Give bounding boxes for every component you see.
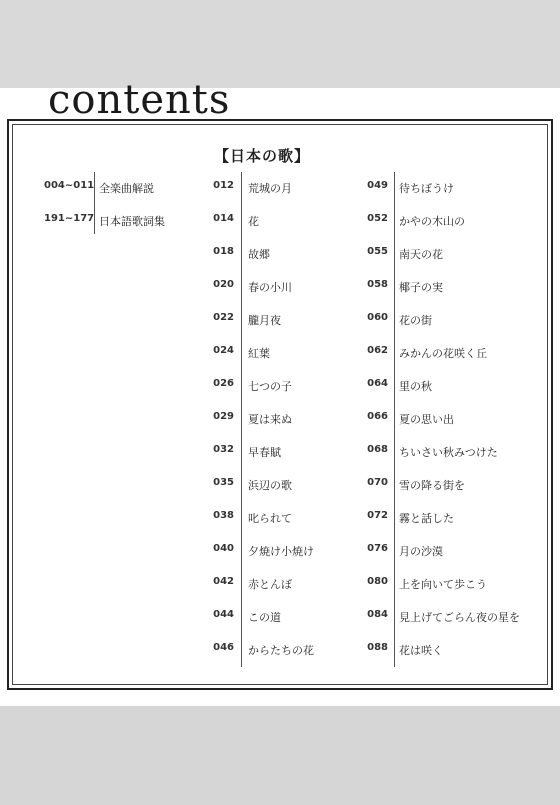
item-title: 荒城の月 [248, 182, 292, 195]
page-number: 044 [213, 609, 234, 620]
page-number: 018 [213, 246, 234, 257]
page-number: 064 [367, 378, 388, 389]
page-number: 084 [367, 609, 388, 620]
item-title: 椰子の実 [399, 281, 443, 294]
page-number: 042 [213, 576, 234, 587]
bottom-margin [0, 706, 560, 805]
page-number: 049 [367, 180, 388, 191]
page-number: 088 [367, 642, 388, 653]
page-number: 029 [213, 411, 234, 422]
item-title: 南天の花 [399, 248, 443, 261]
left-divider [94, 172, 95, 234]
page-number: 040 [213, 543, 234, 554]
page-number: 191~177 [44, 213, 95, 224]
item-title: かやの木山の [399, 215, 465, 228]
page-number: 070 [367, 477, 388, 488]
page-number: 020 [213, 279, 234, 290]
page-number: 004~011 [44, 180, 95, 191]
item-title: 待ちぼうけ [399, 182, 454, 195]
page-number: 068 [367, 444, 388, 455]
item-title: 里の秋 [399, 380, 432, 393]
page-number: 038 [213, 510, 234, 521]
item-title: からたちの花 [248, 644, 314, 657]
item-title: 夕焼け小焼け [248, 545, 314, 558]
item-title: 朧月夜 [248, 314, 281, 327]
page-number: 066 [367, 411, 388, 422]
page-number: 080 [367, 576, 388, 587]
page-number: 076 [367, 543, 388, 554]
item-title: 花の街 [399, 314, 432, 327]
page-number: 055 [367, 246, 388, 257]
item-title: 浜辺の歌 [248, 479, 292, 492]
item-title: この道 [248, 611, 281, 624]
page-number: 062 [367, 345, 388, 356]
item-title: 全楽曲解説 [99, 182, 154, 195]
item-title: 上を向いて歩こう [399, 578, 487, 591]
item-title: 花 [248, 215, 259, 228]
page-number: 058 [367, 279, 388, 290]
page-number: 072 [367, 510, 388, 521]
page-number: 046 [213, 642, 234, 653]
item-title: みかんの花咲く丘 [399, 347, 487, 360]
contents-inner-frame [12, 124, 548, 685]
item-title: 夏の思い出 [399, 413, 454, 426]
item-title: 紅葉 [248, 347, 270, 360]
page-number: 035 [213, 477, 234, 488]
item-title: ちいさい秋みつけた [399, 446, 498, 459]
col2-divider [394, 172, 395, 667]
page-number: 032 [213, 444, 234, 455]
page-number: 060 [367, 312, 388, 323]
item-title: 叱られて [248, 512, 292, 525]
col1-divider [241, 172, 242, 667]
item-title: 見上げてごらん夜の星を [399, 611, 520, 624]
page-number: 022 [213, 312, 234, 323]
item-title: 赤とんぼ [248, 578, 292, 591]
section-title: 【日本の歌】 [214, 147, 311, 165]
page-number: 052 [367, 213, 388, 224]
item-title: 早春賦 [248, 446, 281, 459]
page-number: 012 [213, 180, 234, 191]
item-title: 故郷 [248, 248, 270, 261]
item-title: 雪の降る街を [399, 479, 465, 492]
page-heading: contents [48, 77, 231, 123]
top-margin [0, 0, 560, 88]
item-title: 霧と話した [399, 512, 454, 525]
item-title: 日本語歌詞集 [99, 215, 165, 228]
item-title: 花は咲く [399, 644, 443, 657]
item-title: 月の沙漠 [399, 545, 443, 558]
item-title: 七つの子 [248, 380, 292, 393]
item-title: 夏は来ぬ [248, 413, 292, 426]
page-number: 024 [213, 345, 234, 356]
page-number: 014 [213, 213, 234, 224]
page-number: 026 [213, 378, 234, 389]
item-title: 春の小川 [248, 281, 292, 294]
